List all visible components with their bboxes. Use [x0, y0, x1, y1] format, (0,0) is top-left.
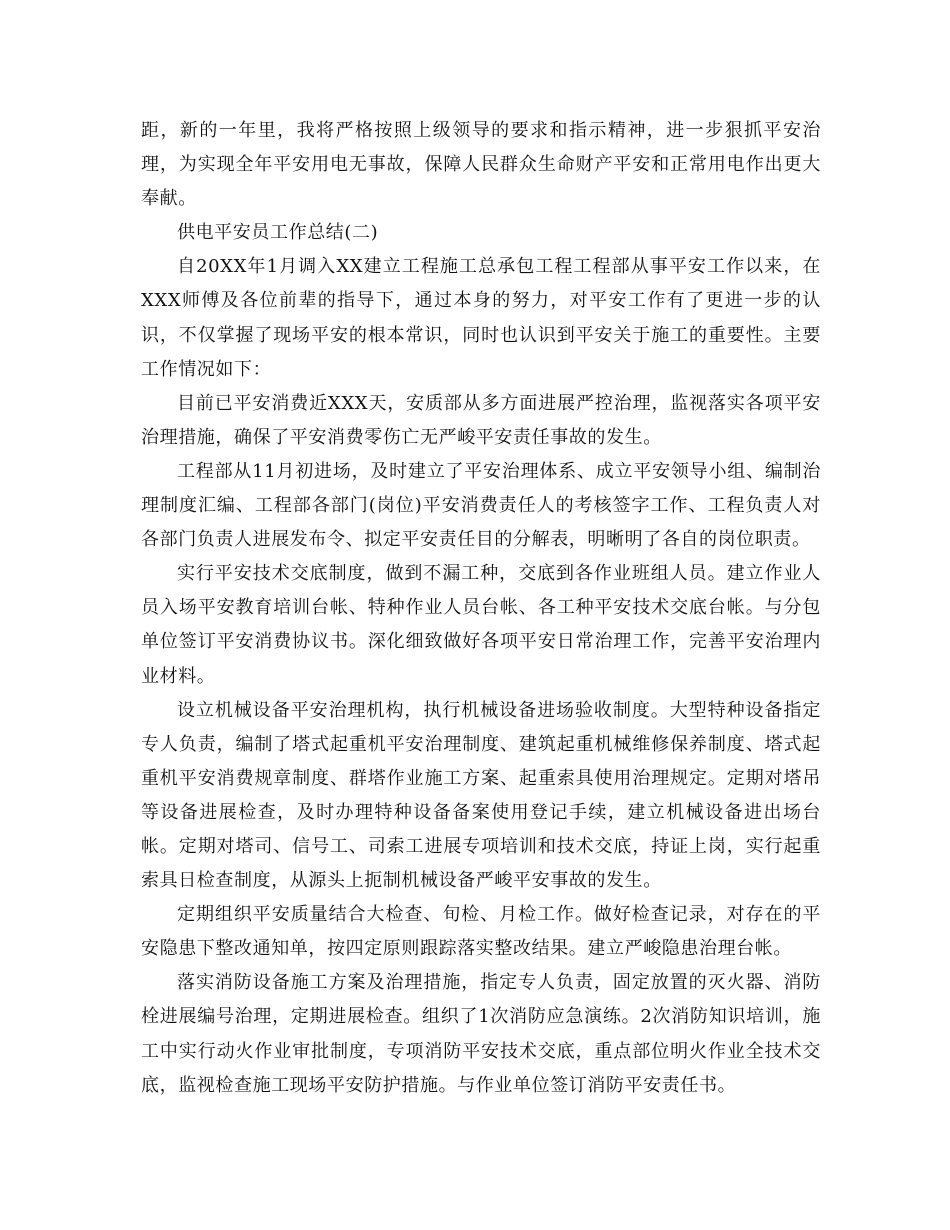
section-heading: 供电平安员工作总结(二)	[177, 222, 379, 244]
paragraph-continuation: 距，新的一年里，我将严格按照上级领导的要求和指示精神，进一步狠抓平安治理，为实现全年平安用电无事故，保障人民群众生命财产平安和正常用电作出更大奉献。	[141, 120, 821, 210]
paragraph-fire-safety: 落实消防设备施工方案及治理措施，指定专人负责，固定放置的灭火器、消防栓进展编号治理，定期进展检查。组织了1次消防应急演练。2次消防知识培训，施工中实行动火作业审批制度，专项消防平安技术交底，重点部位明火作业全技术交底，监视检查施工现场平安防护措施。与作业单位签订消防平安责任书。	[141, 972, 821, 1096]
document-body	[141, 114, 821, 1103]
paragraph-machinery: 设立机械设备平安治理机构，执行机械设备进场验收制度。大型特种设备指定专人负责，编制了塔式起重机平安治理制度、建筑起重机械维修保养制度、塔式起重机平安消费规章制度、群塔作业施工方案、起重索具使用治理规定。定期对塔吊等设备进展检查，及时办理特种设备备案使用登记手续，建立机械设备进出场台帐。定期对塔司、信号工、司索工进展专项培训和技术交底，持证上岗，实行起重索具日检查制度，从源头上扼制机械设备严峻平安事故的发生。	[141, 699, 821, 892]
paragraph-safety-days: 目前已平安消费近XXX天，安质部从多方面进展严控治理，监视落实各项平安治理措施，确保了平安消费零伤亡无严峻平安责任事故的发生。	[141, 392, 821, 448]
paragraph-intro: 自20XX年1月调入XX建立工程施工总承包工程工程部从事平安工作以来，在XXX师傅及各位前辈的指导下，通过本身的努力，对平安工作有了更进一步的认识，不仅掌握了现场平安的根本常识，同时也认识到平安关于施工的重要性。主要工作情况如下：	[141, 256, 821, 380]
paragraph-management-system: 工程部从11月初进场，及时建立了平安治理体系、成立平安领导小组、编制治理制度汇编、工程部各部门(岗位)平安消费责任人的考核签字工作、工程负责人对各部门负责人进展发布令、拟定平安责任目的分解表，明晰明了各自的岗位职责。	[141, 460, 821, 551]
paragraph-inspection: 定期组织平安质量结合大检查、旬检、月检工作。做好检查记录，对存在的平安隐患下整改通知单，按四定原则跟踪落实整改结果。建立严峻隐患治理台帐。	[141, 904, 821, 960]
paragraph-technical-briefing: 实行平安技术交底制度，做到不漏工种，交底到各作业班组人员。建立作业人员入场平安教育培训台帐、特种作业人员台帐、各工种平安技术交底台帐。与分包单位签订平安消费协议书。深化细致做好各项平安日常治理工作，完善平安治理内业材料。	[141, 563, 821, 687]
